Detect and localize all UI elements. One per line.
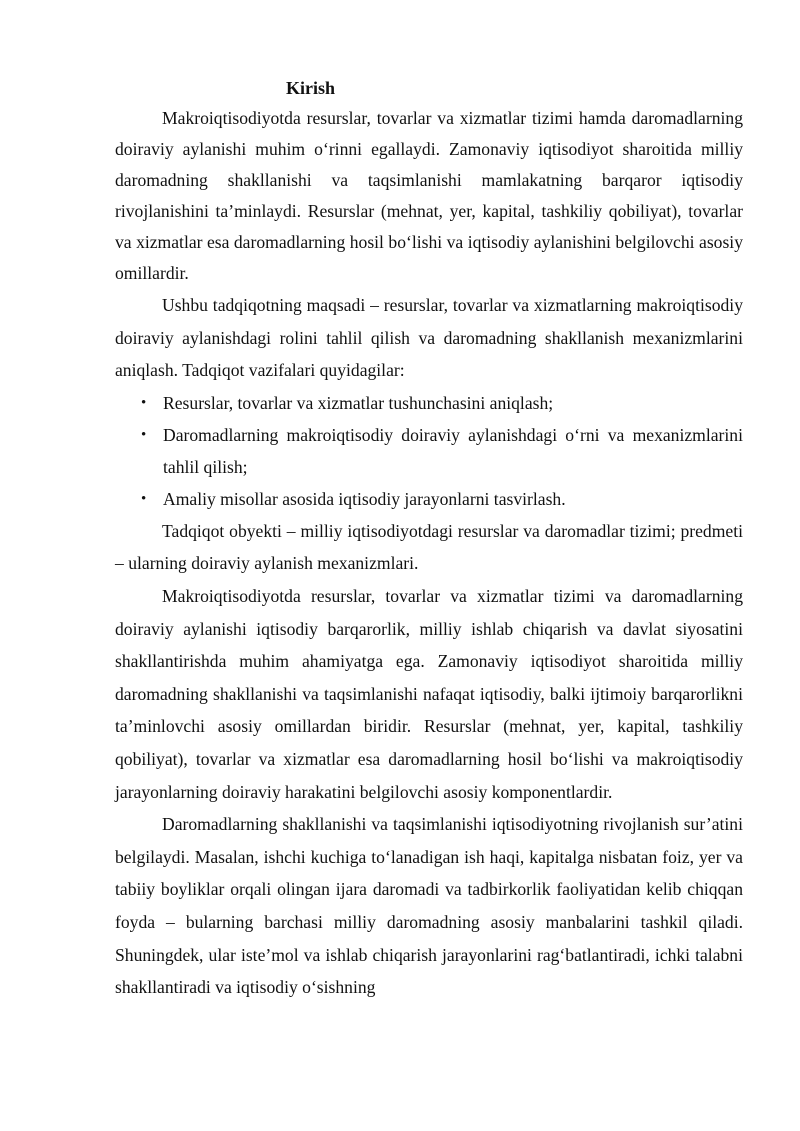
paragraph-goal: Ushbu tadqiqotning maqsadi – resurslar, tovarlar va xizmatlarning makroiqtisodiy doiraviy aylanishdagi rolini tahlil qilish va daromadning shakllanish mexanizmlarini aniqlash. Tadqiqot vazifalari quyidagilar: xyxy=(115,295,743,381)
list-item xyxy=(141,483,743,515)
paragraph-income: Daromadlarning shakllanishi va taqsimlanishi iqtisodiyotning rivojlanish sur’atini belgilaydi. Masalan, ishchi kuchiga to‘lanadigan ish haqi, kapitalga nisbatan foiz, yer va tabiiy boyliklar orqali olingan ijara daromadi va tadbirkorlik faoliyatidan kelib chiqqan foyda – bularning barchasi milliy daromadning asosiy manbalarini tashkil qiladi. Shuningdek, ular iste’mol va ishlab chiqarish jarayonlarini rag‘batlantiradi, ichki talabni shakllantiradi va iqtisodiy o‘sishning xyxy=(115,814,743,998)
list-item xyxy=(141,419,743,483)
task-list xyxy=(115,387,743,515)
section-heading: Kirish xyxy=(286,78,336,98)
list-item-text: Resurslar, tovarlar va xizmatlar tushunchasini aniqlash; xyxy=(163,392,554,413)
body-text xyxy=(115,103,743,1004)
list-item xyxy=(141,387,743,419)
paragraph-importance: Makroiqtisodiyotda resurslar, tovarlar va xizmatlar tizimi va daromadlarning doiraviy aylanishi iqtisodiy barqarorlik, milliy ishlab chiqarish va davlat siyosatini shakllantirishda muhim ahamiyatga ega. Zamonaviy iqtisodiyot sharoitida milliy daromadning shakllanishi va taqsimlanishi nafaqat iqtisodiy, balki ijtimoiy barqarorlikni ta’minlovchi asosiy omillardan biridir. Resurslar (mehnat, yer, kapital, tashkiliy qobiliyat), tovarlar va xizmatlar esa daromadlarning hosil bo‘lishi va makroiqtisodiy jarayonlarning doiraviy harakatini belgilovchi asosiy komponentlardir. xyxy=(115,585,743,802)
paragraph-object: Tadqiqot obyekti – milliy iqtisodiyotdagi resurslar va daromadlar tizimi; predmeti – ularning doiraviy aylanish mexanizmlari. xyxy=(115,520,743,574)
bullet-icon: • xyxy=(141,426,147,443)
bullet-icon: • xyxy=(141,490,147,507)
bullet-icon: • xyxy=(141,394,147,411)
list-item-text: Daromadlarning makroiqtisodiy doiraviy aylanishdagi o‘rni va mexanizmlarini tahlil qilish; xyxy=(163,424,743,477)
list-item-text: Amaliy misollar asosida iqtisodiy jarayonlarni tasvirlash. xyxy=(163,488,566,509)
paragraph-intro: Makroiqtisodiyotda resurslar, tovarlar va xizmatlar tizimi hamda daromadlarning doiraviy aylanishi muhim o‘rinni egallaydi. Zamonaviy iqtisodiyot sharoitida milliy daromadning shakllanishi va taqsimlanishi mamlakatning barqaror iqtisodiy rivojlanishini ta’minlaydi. Resurslar (mehnat, yer, kapital, tashkiliy qobiliyat), tovarlar va xizmatlar esa daromadlarning hosil bo‘lishi va iqtisodiy aylanishini belgilovchi asosiy omillardir. xyxy=(115,108,743,283)
